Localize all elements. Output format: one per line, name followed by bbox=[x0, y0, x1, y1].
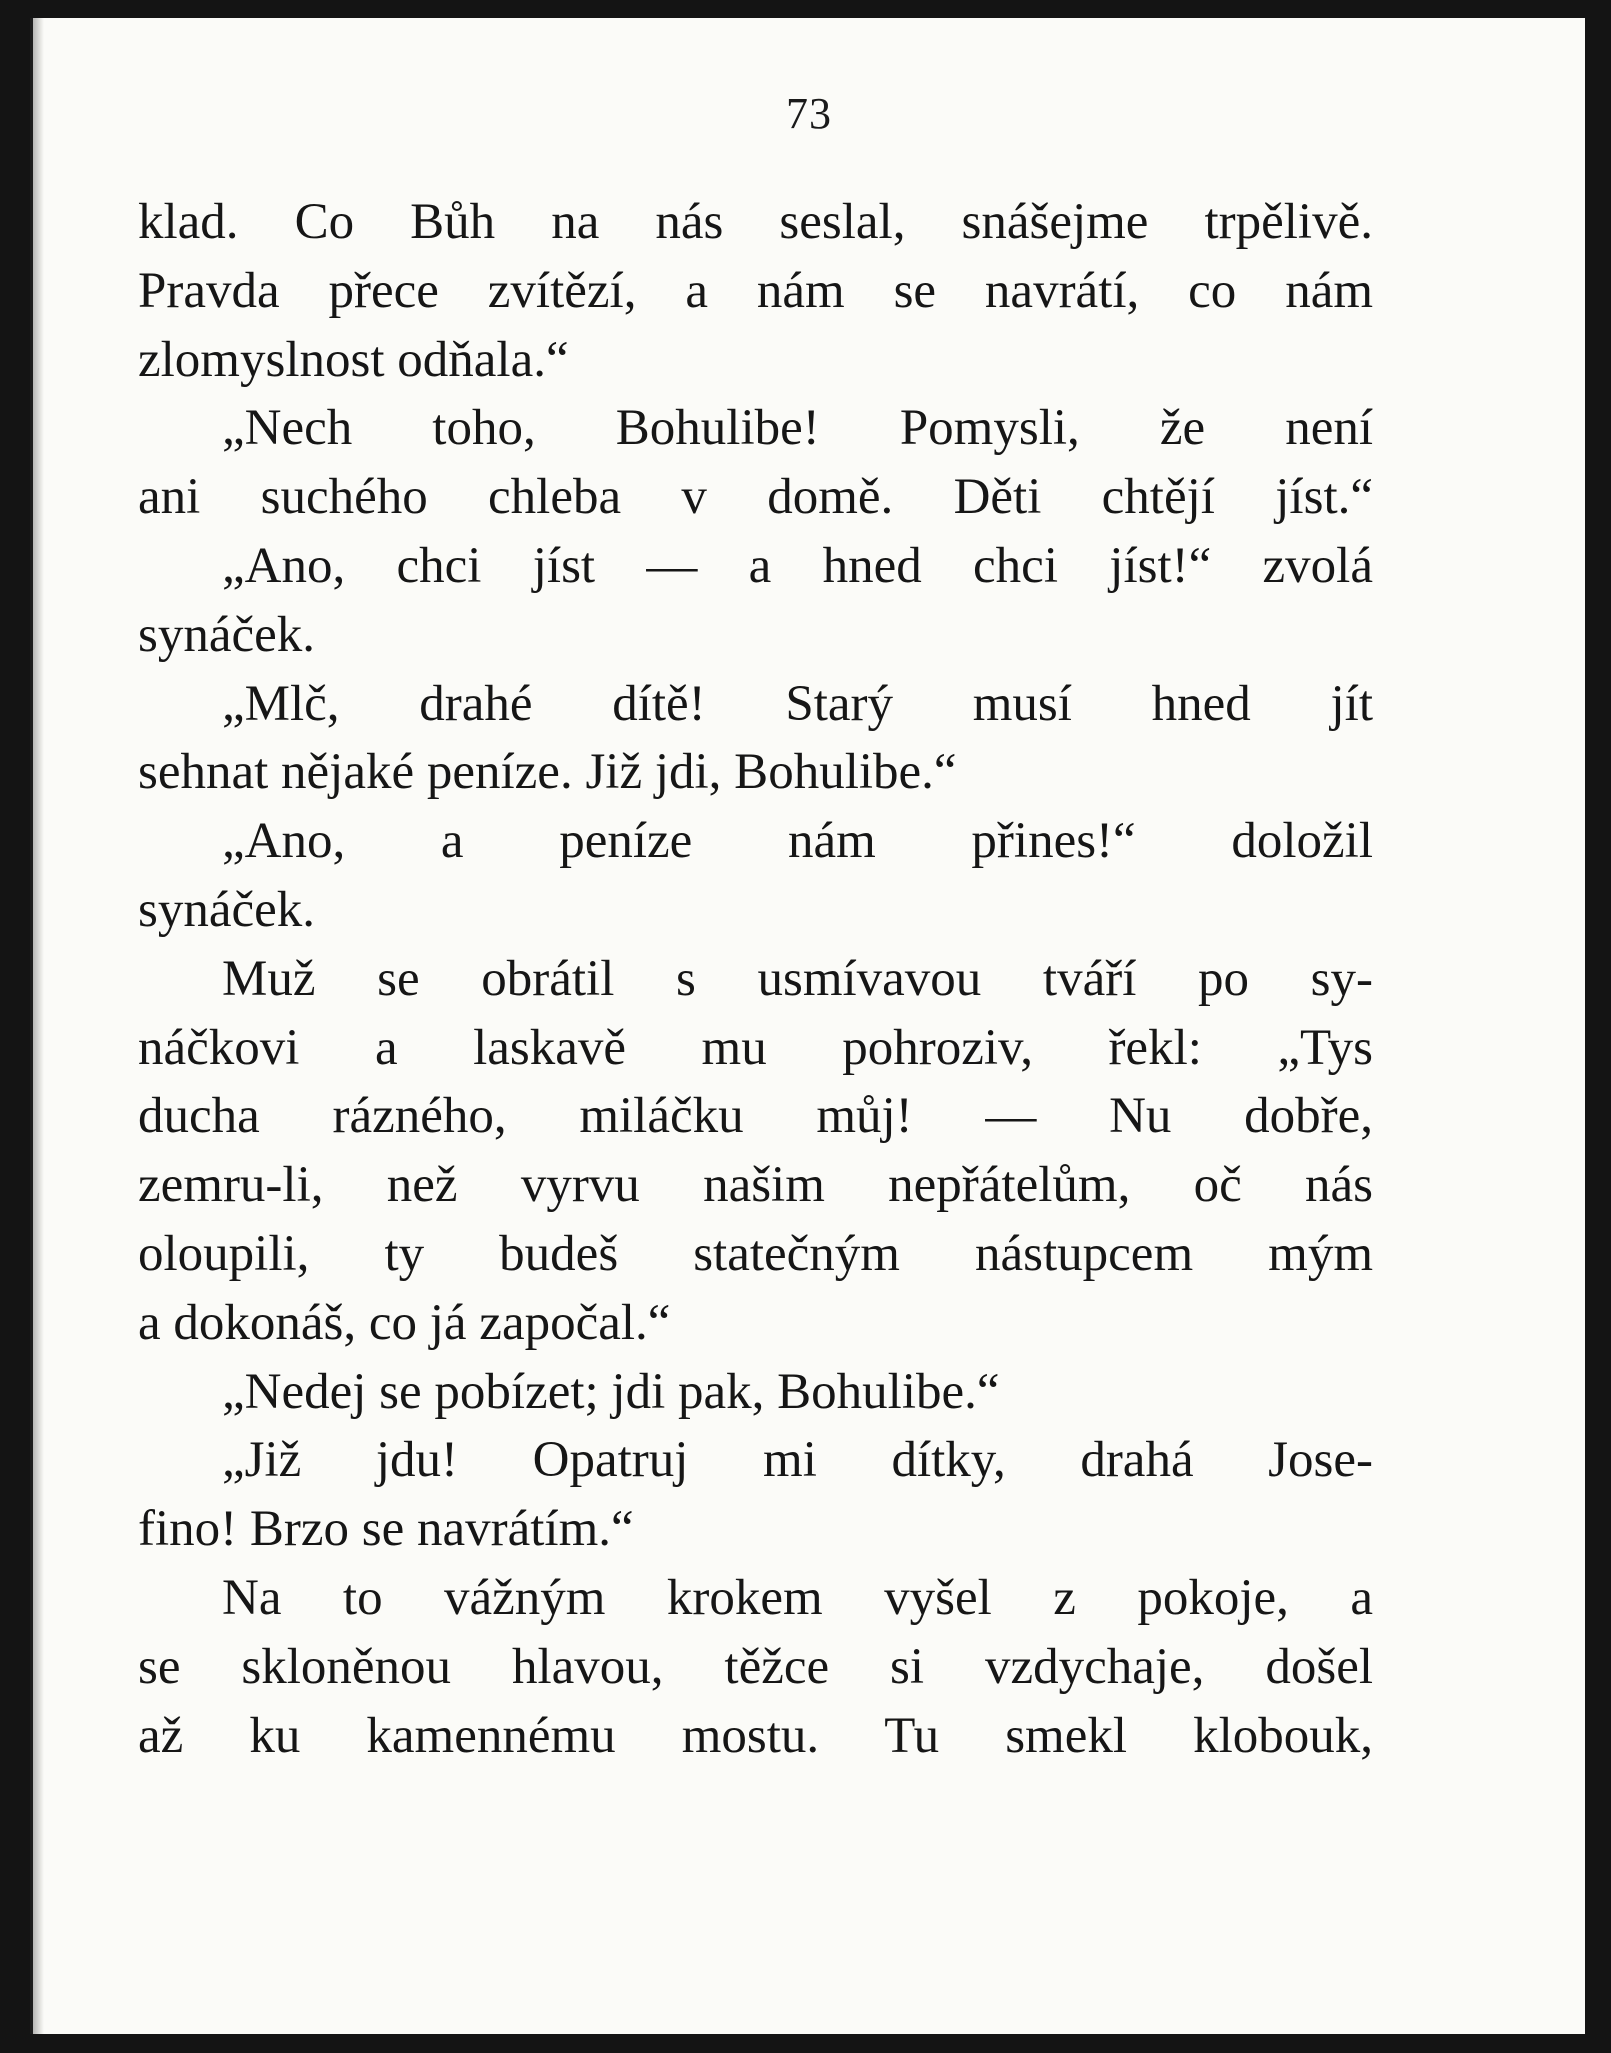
text-line: ani suchého chleba v domě. Děti chtějí jíst.“ bbox=[138, 469, 1373, 526]
binding-shadow bbox=[30, 18, 44, 2034]
text-line: klad. Co Bůh na nás seslal, snášejme trpělivě. bbox=[138, 194, 1373, 250]
text-line: synáček. bbox=[138, 881, 316, 938]
text-line: fino! Brzo se navrátím.“ bbox=[138, 1501, 634, 1558]
text-line: „Ano, chci jíst — a hned chci jíst!“ zvolá bbox=[222, 537, 1373, 594]
text-line: ducha rázného, miláčku můj! — Nu dobře, bbox=[138, 1088, 1373, 1145]
text-line: a dokonáš, co já započal.“ bbox=[138, 1294, 671, 1351]
text-line: „Ano, a peníze nám přines!“ doložil bbox=[222, 813, 1373, 870]
text-line: zlomyslnost odňala.“ bbox=[138, 331, 569, 388]
text-line: náčkovi a laskavě mu pohroziv, řekl: „Tys bbox=[138, 1019, 1373, 1076]
text-line: „Nech toho, Bohulibe! Pomysli, že není bbox=[222, 400, 1373, 457]
text-line: sehnat nějaké peníze. Již jdi, Bohulibe.“ bbox=[138, 744, 957, 801]
text-line: Na to vážným krokem vyšel z pokoje, a bbox=[222, 1569, 1373, 1626]
book-page bbox=[30, 18, 1585, 2034]
text-line: oloupili, ty budeš statečným nástupcem mým bbox=[138, 1225, 1373, 1282]
page-number: 73 bbox=[786, 89, 832, 138]
body-text bbox=[138, 188, 1373, 1770]
text-line: Pravda přece zvítězí, a nám se navrátí, co nám bbox=[138, 262, 1373, 319]
text-line: Muž se obrátil s usmívavou tváří po sy- bbox=[222, 950, 1373, 1007]
text-line: zemru-li, než vyrvu našim nepřátelům, oč nás bbox=[138, 1157, 1373, 1214]
text-line: „Již jdu! Opatruj mi dítky, drahá Jose- bbox=[222, 1432, 1373, 1489]
text-line: „Mlč, drahé dítě! Starý musí hned jít bbox=[222, 675, 1373, 732]
text-line: „Nedej se pobízet; jdi pak, Bohulibe.“ bbox=[222, 1363, 1000, 1420]
text-line: se skloněnou hlavou, těžce si vzdychaje, došel bbox=[138, 1638, 1373, 1695]
text-line: synáček. bbox=[138, 606, 316, 663]
text-line: až ku kamennému mostu. Tu smekl klobouk, bbox=[138, 1707, 1373, 1764]
